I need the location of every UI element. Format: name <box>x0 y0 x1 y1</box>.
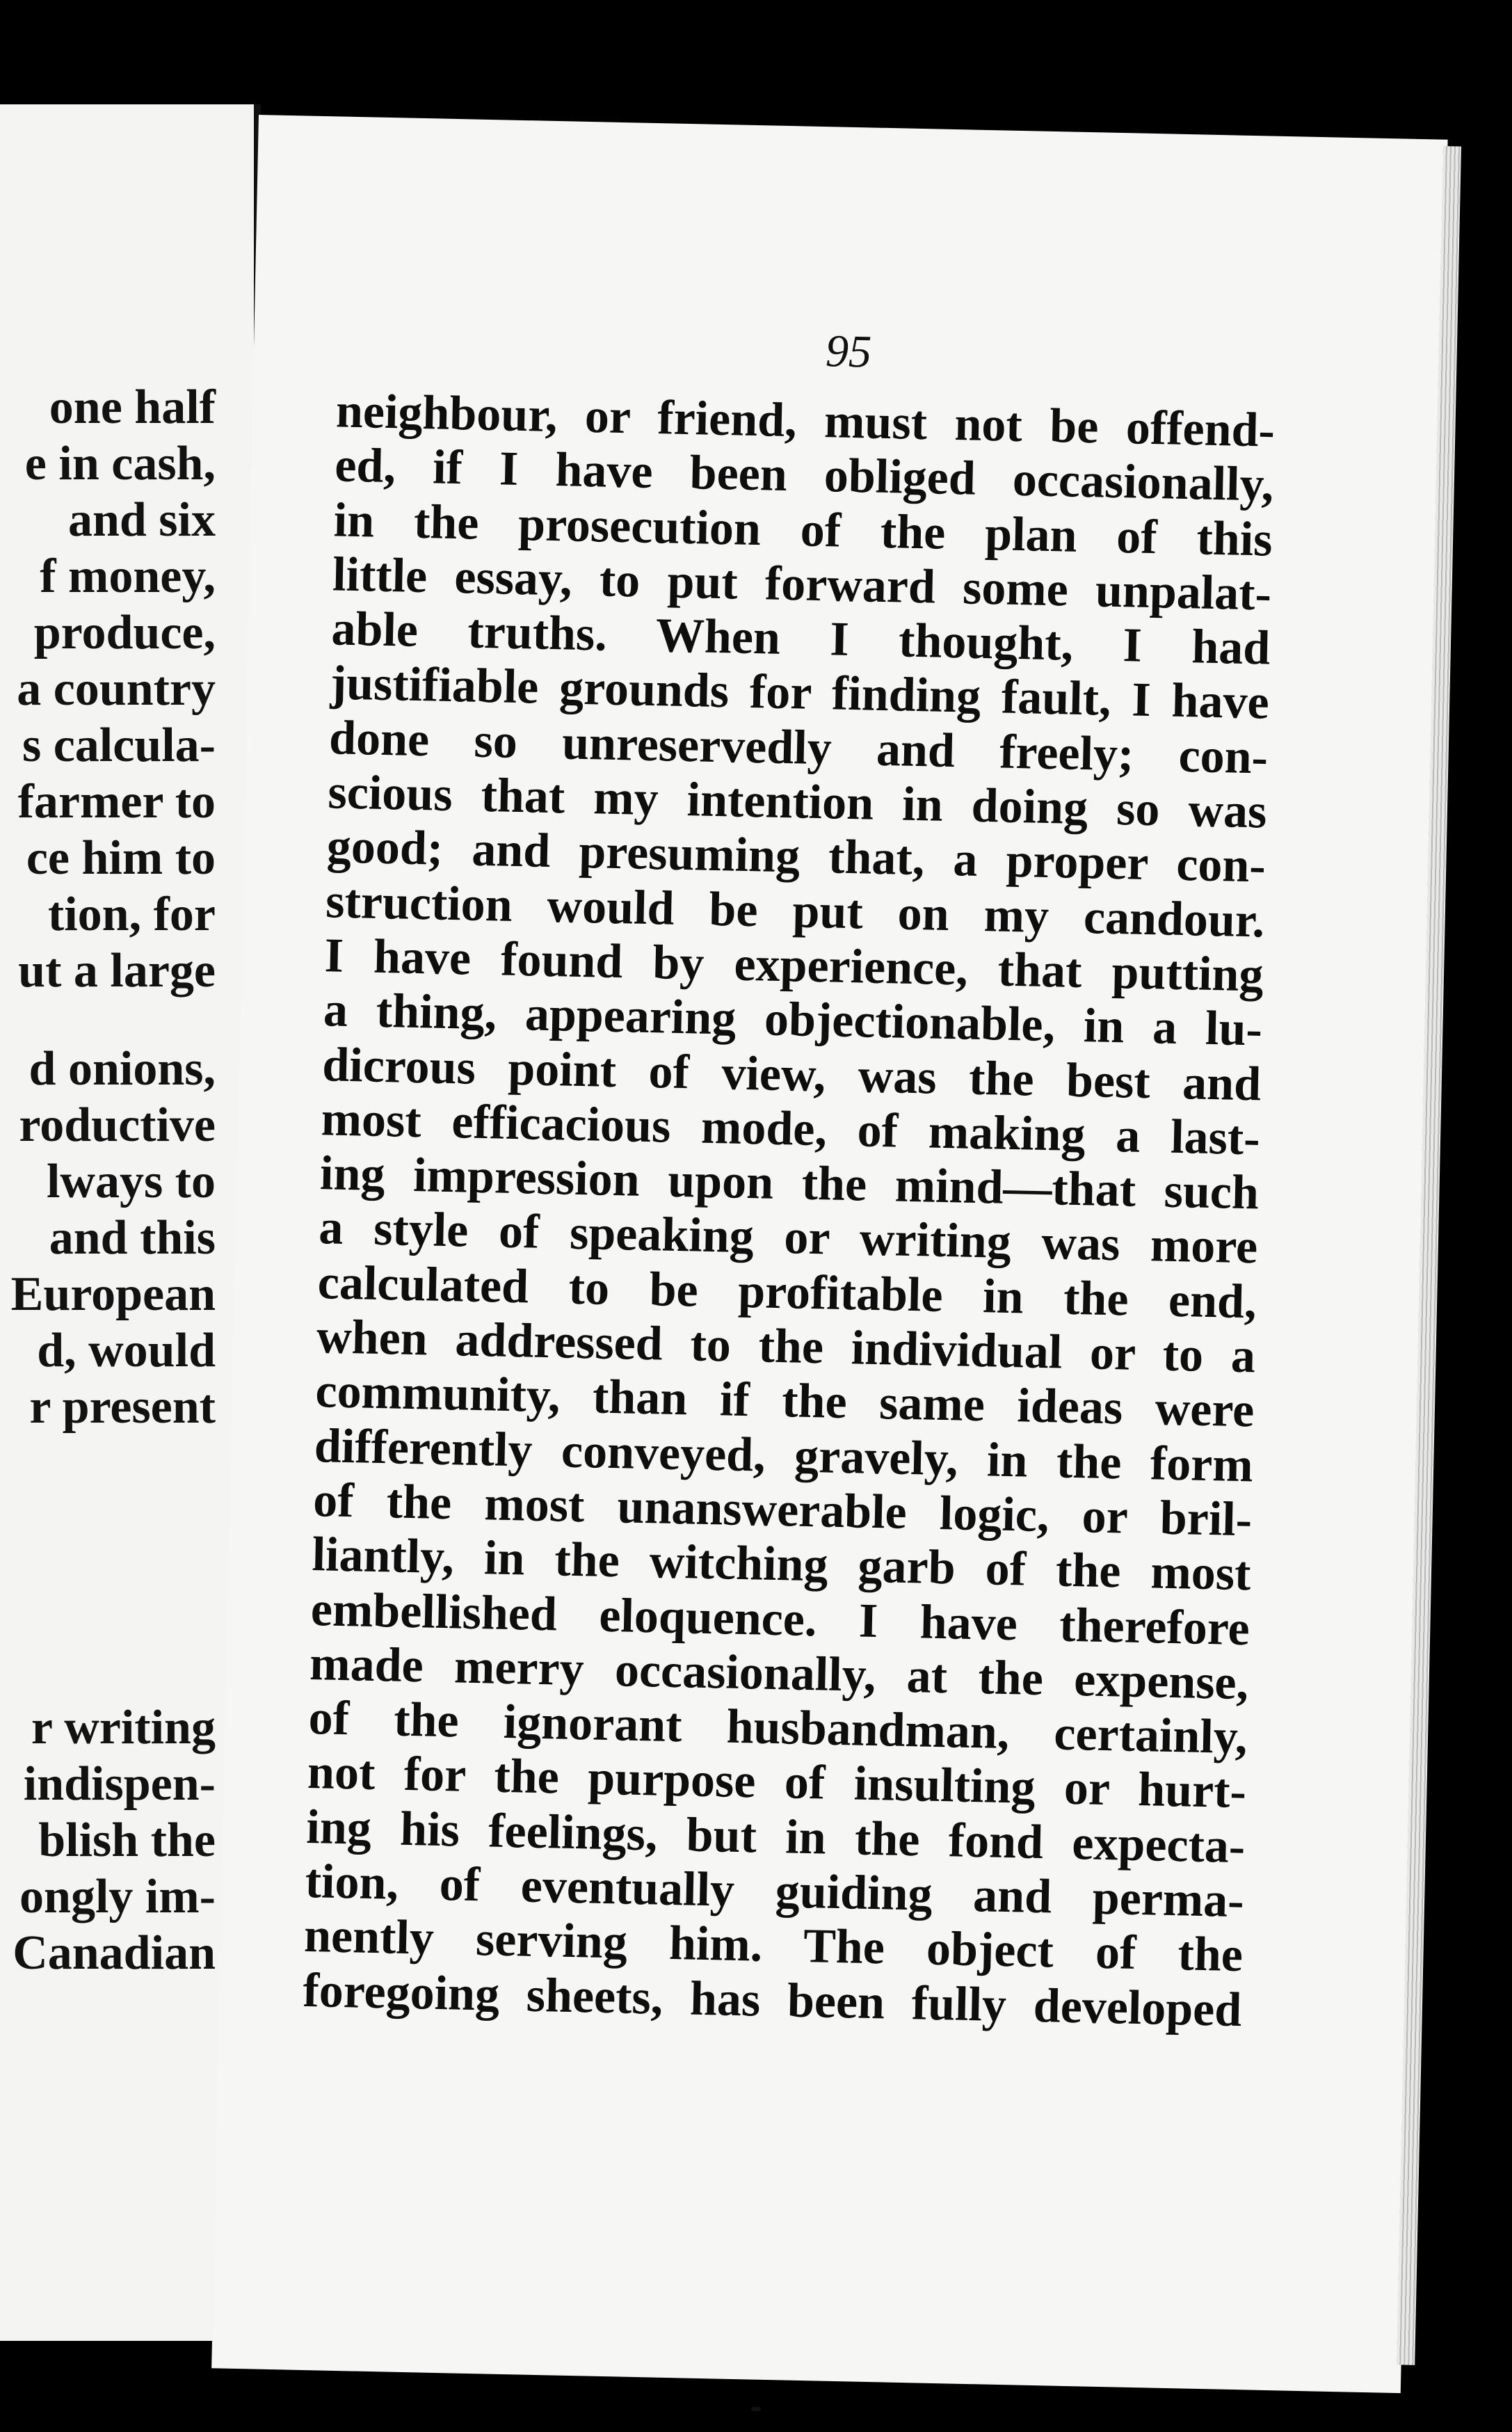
left-page-text <box>11 379 216 1981</box>
left-line: roductive <box>19 1098 216 1152</box>
text-line: a thing, appearing objectionable, in a lu- <box>323 983 1263 1057</box>
text-line: made merry occasionally, at the expense, <box>309 1636 1249 1711</box>
text-line: I have found by experience, that putting <box>323 929 1264 1002</box>
left-line: a country <box>17 662 216 716</box>
right-page <box>211 115 1447 2393</box>
left-line: indispen- <box>23 1757 216 1811</box>
left-line: r writing <box>31 1701 216 1754</box>
left-line: blish the <box>38 1814 216 1867</box>
left-line: f money, <box>40 550 216 603</box>
text-line: ing impression upon the mind—that such <box>319 1146 1260 1220</box>
text-line: embellished eloquence. I have therefore <box>310 1582 1250 1656</box>
text-line: ing his feelings, but in the fond expecta- <box>305 1800 1246 1873</box>
left-line: produce, <box>33 606 216 659</box>
left-line: farmer to <box>17 775 216 829</box>
text-line: a style of speaking or writing was more <box>318 1201 1259 1274</box>
text-line: of the ignorant husbandman, certainly, <box>307 1691 1248 1765</box>
text-line: ed, if I have been obliged occasionally, <box>334 438 1274 512</box>
page-number: 95 <box>825 326 872 378</box>
text-line: differently conveyed, gravely, in the form <box>314 1418 1254 1492</box>
text-line: not for the purpose of insulting or hurt- <box>307 1745 1247 1819</box>
left-line: e in cash, <box>24 437 216 490</box>
text-line: done so unreservedly and freely; con- <box>328 711 1269 785</box>
text-line: tion, of eventually guiding and perma- <box>305 1854 1245 1928</box>
text-line: when addressed to the individual or to a <box>316 1310 1256 1384</box>
left-line: tion, for <box>47 888 216 941</box>
left-line: one half <box>49 381 216 434</box>
text-line: able truths. When I thought, I had <box>330 602 1271 675</box>
text-line: struction would be put on my candour. <box>325 874 1265 948</box>
left-line: ut a large <box>18 944 216 998</box>
left-line: d, would <box>37 1324 216 1377</box>
text-line: neighbour, or friend, must not be offend- <box>335 384 1276 458</box>
text-line: liantly, in the witching garb of the most <box>311 1528 1252 1601</box>
text-line: dicrous point of view, was the best and <box>321 1037 1262 1112</box>
scan-speck <box>751 2407 761 2411</box>
text-line: scious that my intention in doing so was <box>327 765 1268 839</box>
left-line: s calcula- <box>22 719 216 772</box>
left-line: d onions, <box>29 1042 216 1096</box>
text-line: foregoing sheets, has been fully developed <box>302 1963 1243 2037</box>
text-line: calculated to be profitable in the end, <box>317 1255 1257 1329</box>
left-line: r present <box>29 1380 216 1434</box>
text-line: nently serving him. The object of the <box>303 1909 1244 1983</box>
left-line: ce him to <box>26 831 216 885</box>
text-line: little essay, to put forward some unpalat- <box>332 547 1272 621</box>
left-line: and this <box>49 1211 216 1265</box>
text-line: most efficacious mode, of making a last- <box>320 1092 1261 1166</box>
text-line: in the prosecution of the plan of this <box>333 493 1273 567</box>
body-text <box>303 384 1276 2038</box>
text-line: community, than if the same ideas were <box>314 1364 1255 1438</box>
left-line: European <box>10 1267 216 1321</box>
text-line: justifiable grounds for finding fault, I have <box>330 656 1270 730</box>
text-line: of the most unanswerable logic, or bril- <box>312 1473 1253 1547</box>
text-line: good; and presuming that, a proper con- <box>326 819 1266 893</box>
left-line: and six <box>67 493 216 547</box>
left-line: ongly im- <box>19 1870 216 1923</box>
left-line: Canadian <box>13 1926 216 1980</box>
left-line: lways to <box>46 1155 216 1208</box>
